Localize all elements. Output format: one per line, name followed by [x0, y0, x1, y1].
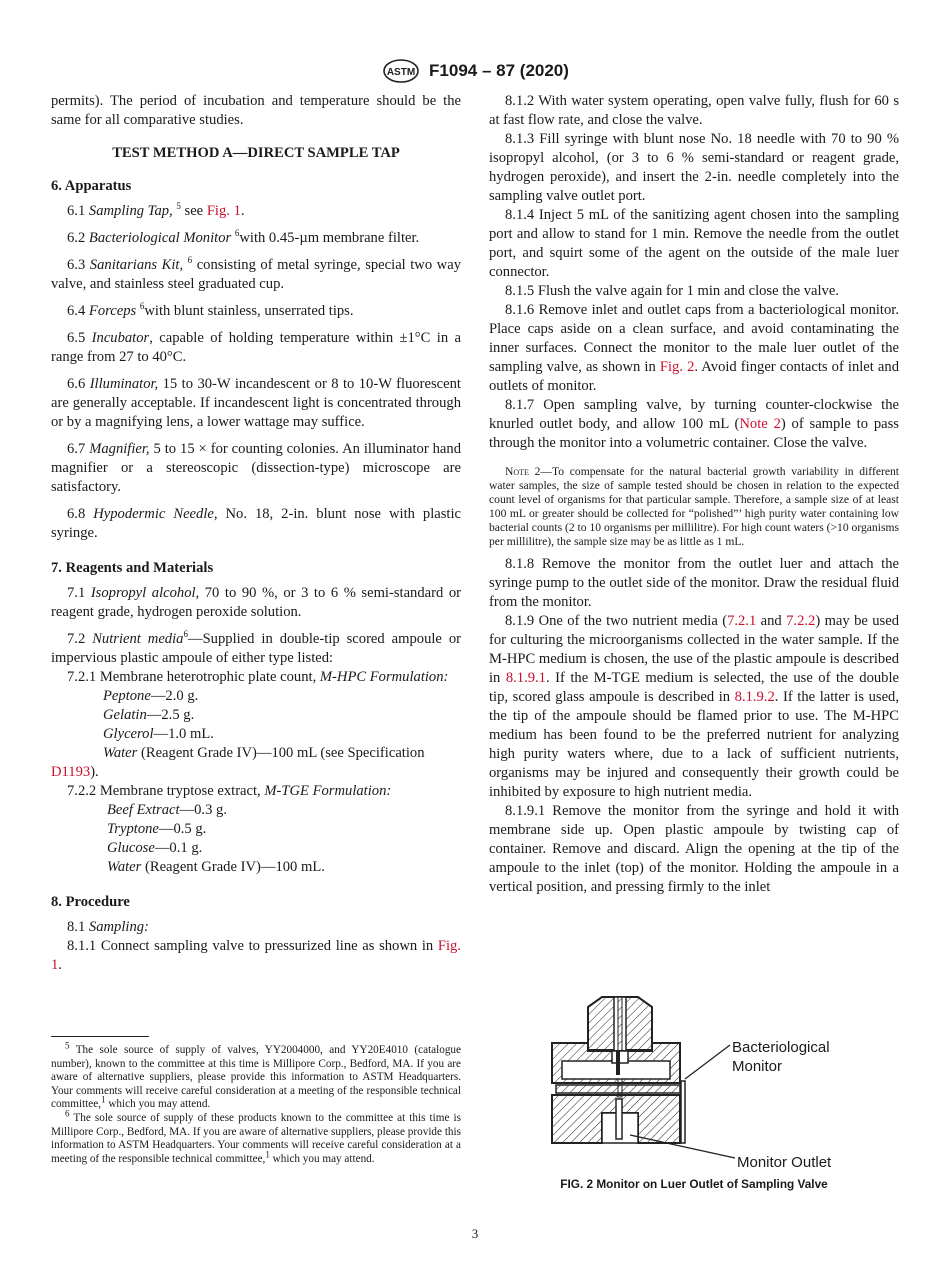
para-8-1-9-1: 8.1.9.1 Remove the monitor from the syringe and hold it with membrane side up. Open plastic ampoule by twisting cap of container. Remove and discard. Align the opening at the tip of the ampoule to the inlet (top) of the monitor. Holding the ampoule in a vertical position, and pressing firmly to the inlet [489, 803, 899, 895]
page-number: 3 [471, 1226, 479, 1241]
footnote-5: $^5$ The sole source of supply of valves, YY2004000, and YY20E4010 (catalogue number), known to the committee at this time is Millipore Corp., Bedford, MA. If you are aware of alternative suppliers, please provide this information to ASTM Headquarters. Your comments will receive careful consideration at a meeting of the responsible technical committee,$^1$ which you may attend. [51, 1040, 461, 1111]
tge-beef-extract: Beef Extract—0.3 g. [107, 802, 227, 818]
right-column [489, 92, 899, 897]
method-heading: TEST METHOD A—DIRECT SAMPLE TAP [112, 145, 400, 161]
tge-tryptone: Tryptone—0.5 g. [107, 821, 207, 837]
tge-glucose: Glucose—0.1 g. [107, 840, 203, 856]
d1193-link[interactable]: D1193 [51, 764, 91, 780]
hpc-glycerol: Glycerol—1.0 mL. [103, 726, 214, 742]
astm-logo-icon [381, 58, 421, 84]
note-2: Note 2—To compensate for the natural bacterial growth variability in different water samples, the size of sample tested should be chosen in relation to the expected count level of organisms for that particular sample. Therefore, a sample size of at least 100 mL or greater should be collected for “polished”’ high purity water containing low bacterial counts (2 to 10 organisms per millilitre). For high count waters (>10 organisms per millilitre), the sample size may be as little as 1 mL. [489, 465, 899, 548]
membrane-filter [556, 1085, 680, 1093]
label-monitor: Monitor [732, 1058, 783, 1075]
para-6-4: 6.4 Forceps $^6$with blunt stainless, unserrated tips. [67, 301, 354, 319]
fig-1-link[interactable]: Fig. 1 [206, 203, 241, 219]
leader-line-monitor [685, 1045, 730, 1079]
para-6-2: 6.2 Bacteriological Monitor $^6$with 0.45-µm membrane filter. [67, 228, 420, 246]
section-6-heading: 6. Apparatus [51, 178, 132, 194]
para-8-1: 8.1 Sampling: [67, 919, 149, 935]
label-monitor-outlet: Monitor Outlet [737, 1154, 832, 1170]
label-bacteriological: Bacteriological [732, 1039, 830, 1056]
link-7-2-2[interactable]: 7.2.2 [786, 613, 816, 629]
fig-1-link-2[interactable]: Fig. 1 [51, 938, 461, 973]
para-8-1-4: 8.1.4 Inject 5 mL of the sanitizing agent chosen into the sampling port and allow to stand for 1 min. Remove the needle from the outlet port, and squirt some of the agent on the outside of the male luer connector. [489, 207, 899, 280]
section-8-heading: 8. Procedure [51, 894, 130, 910]
figure-2-caption: FIG. 2 Monitor on Luer Outlet of Sampling Valve [560, 1177, 828, 1191]
para-7-2: 7.2 Nutrient media$^6$—Supplied in double-tip scored ampoule or impervious plastic ampoule of either type listed: [51, 629, 462, 666]
para-8-1-9: 8.1.9 One of the two nutrient media (7.2.1 and 7.2.2) may be used for culturing the microorganisms collected in the water sample. If the M-HPC medium is chosen, the use of the plastic ampoule is described in 8.1.9.1. If the M-TGE medium is selected, the use of the double tip, scored glass ampoule is described in 8.1.9.2. If the latter is used, the tip of the ampoule should be flamed prior to use. The M-HPC medium has been found to be the preferred nutrient for analyzing high purity waters where, due to a lack of sufficient nutrients, organisms may be injured and consequently their growth could be inhibited by exposure to high nutrient media. [489, 613, 900, 800]
link-8-1-9-1[interactable]: 8.1.9.1 [505, 670, 546, 686]
para-7-1: 7.1 Isopropyl alcohol, 70 to 90 %, or 3 to 6 % semi-standard or reagent grade, hydrogen peroxide solution. [51, 585, 461, 620]
para-8-1-7: 8.1.7 Open sampling valve, by turning counter-clockwise the knurled outlet body, and allow 100 mL (Note 2) of sample to pass through the monitor into a volumetric container. Close the valve. [489, 397, 899, 451]
figure-2-diagram [540, 995, 860, 1170]
hpc-gelatin: Gelatin—2.5 g. [103, 707, 195, 723]
footnotes [51, 1040, 461, 1166]
para-6-1: 6.1 Sampling Tap, $^5$ see Fig. 1. [67, 201, 245, 219]
intro-paragraph: permits). The period of incubation and temperature should be the same for all comparative studies. [51, 93, 461, 128]
para-6-8: 6.8 Hypodermic Needle, No. 18, 2-in. blunt nose with plastic syringe. [51, 506, 462, 541]
para-8-1-8: 8.1.8 Remove the monitor from the outlet luer and attach the syringe pump to the outlet side of the monitor. Draw the residual fluid from the monitor. [489, 556, 899, 610]
tge-water: Water (Reagent Grade IV)—100 mL. [107, 859, 325, 875]
section-7-heading: 7. Reagents and Materials [51, 560, 214, 576]
hpc-peptone: Peptone—2.0 g. [103, 688, 199, 704]
para-6-5: 6.5 Incubator, capable of holding temperature within ±1°C in a range from 27 to 40°C. [51, 330, 461, 365]
para-8-1-3: 8.1.3 Fill syringe with blunt nose No. 18 needle with 70 to 90 % isopropyl alcohol, (or 3 to 6 % semi-standard or reagent grade, hydrogen peroxide), and insert the 2-in. needle completely into the sampling valve outlet port. [489, 131, 899, 204]
para-8-1-2: 8.1.2 With water system operating, open valve fully, flush for 60 s at fast flow rate, and close the valve. [489, 93, 899, 128]
document-designation: F1094 – 87 (2020) [429, 61, 569, 80]
link-7-2-1[interactable]: 7.2.1 [727, 613, 757, 629]
para-8-1-6: 8.1.6 Remove inlet and outlet caps from a bacteriological monitor. Place caps aside on a clean surface, and avoid contaminating the inner surfaces. Connect the monitor to the male luer outlet of the sampling valve, as shown in Fig. 2. Avoid finger contacts of inlet and outlets of monitor. [489, 302, 900, 394]
link-8-1-9-2[interactable]: 8.1.9.2 [734, 689, 775, 705]
para-8-1-1: 8.1.1 Connect sampling valve to pressurized line as shown in Fig. 1. [51, 938, 461, 973]
para-6-7: 6.7 Magnifier, 5 to 15 × for counting colonies. An illuminator hand magnifier or a stereoscopic (dissection-type) microscope are satisfactory. [51, 441, 461, 495]
fig-2-link[interactable]: Fig. 2 [659, 359, 695, 375]
left-column [51, 92, 461, 975]
para-6-6: 6.6 Illuminator, 15 to 30-W incandescent or 8 to 10-W fluorescent are generally acceptable. If incandescent light is concentrated through or by a magnifying lens, a lower wattage may suffice. [51, 376, 461, 430]
footnote-rule [51, 1036, 149, 1037]
para-7-2-1: 7.2.1 Membrane heterotrophic plate count, M-HPC Formulation: [67, 669, 449, 685]
hpc-water: Water (Reagent Grade IV)—100 mL (see Specification D1193). [51, 745, 425, 780]
footnote-6: $^6$ The sole source of supply of these products known to the committee at this time is Millipore Corp., Bedford, MA. If you are aware of alternative suppliers, please provide this information to ASTM Headquarters. Your comments will receive careful consideration at a meeting of the responsible technical committee,$^1$ which you may attend. [51, 1108, 461, 1165]
page-header [0, 58, 950, 84]
note-2-link[interactable]: Note 2 [739, 416, 781, 432]
para-8-1-5: 8.1.5 Flush the valve again for 1 min and close the valve. [505, 283, 839, 299]
para-6-3: 6.3 Sanitarians Kit, $^6$ consisting of metal syringe, special two way valve, and stainless steel graduated cup. [51, 255, 461, 292]
svg-text:ASTM: ASTM [386, 67, 416, 78]
para-7-2-2: 7.2.2 Membrane tryptose extract, M-TGE Formulation: [67, 783, 392, 799]
